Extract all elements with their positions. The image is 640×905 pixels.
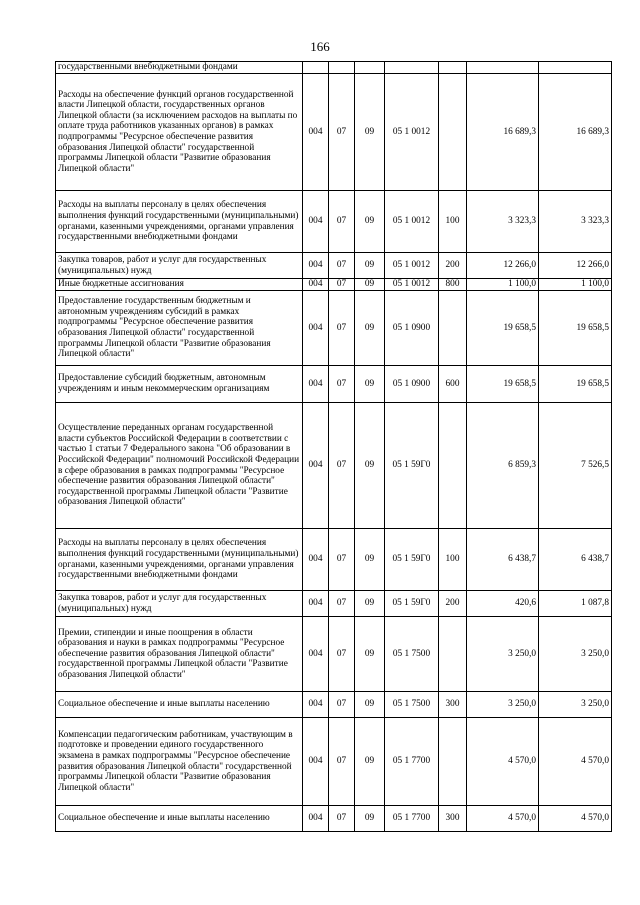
target-article-cell: 05 1 7500 bbox=[385, 617, 439, 692]
amount-year1-cell: 6 859,3 bbox=[467, 403, 539, 529]
table-row bbox=[56, 253, 612, 279]
target-article-cell: 05 1 0900 bbox=[385, 366, 439, 403]
amount-year1-cell: 19 658,5 bbox=[467, 366, 539, 403]
subsection-code-cell: 09 bbox=[355, 279, 385, 291]
target-article-cell: 05 1 59Г0 bbox=[385, 591, 439, 617]
table-row bbox=[56, 191, 612, 253]
amount-year1-cell: 12 266,0 bbox=[467, 253, 539, 279]
amount-year2-cell: 3 323,3 bbox=[539, 191, 612, 253]
target-article-cell: 05 1 0012 bbox=[385, 279, 439, 291]
section-code-cell: 07 bbox=[329, 591, 355, 617]
section-code-cell: 07 bbox=[329, 74, 355, 191]
amount-year1-cell: 1 100,0 bbox=[467, 279, 539, 291]
target-article-cell: 05 1 0900 bbox=[385, 291, 439, 366]
admin-code-cell: 004 bbox=[303, 74, 329, 191]
row-name-cell: Премии, стипендии и иные поощрения в области образования и науки в рамках подпрограммы "Ресурсное обеспечение развития образования Липецкой области" государственной программы Липецкой области "Развитие образования Липецкой области" bbox=[56, 617, 303, 692]
admin-code-cell: 004 bbox=[303, 366, 329, 403]
table-row bbox=[56, 366, 612, 403]
target-article-cell: 05 1 59Г0 bbox=[385, 529, 439, 591]
expense-type-cell: 800 bbox=[439, 279, 467, 291]
subsection-code-cell: 09 bbox=[355, 191, 385, 253]
admin-code-cell: 004 bbox=[303, 692, 329, 718]
amount-year1-cell: 3 250,0 bbox=[467, 617, 539, 692]
expense-type-cell bbox=[439, 74, 467, 191]
row-name-cell: Компенсации педагогическим работникам, участвующим в подготовке и проведении единого государственного экзамена в рамках подпрограммы "Ресурсное обеспечение развития образования Липецкой области" государственной программы Липецкой области "Развитие образования Липецкой области" bbox=[56, 718, 303, 806]
subsection-code-cell: 09 bbox=[355, 253, 385, 279]
subsection-code-cell: 09 bbox=[355, 718, 385, 806]
amount-year2-cell: 3 250,0 bbox=[539, 617, 612, 692]
amount-year1-cell: 3 323,3 bbox=[467, 191, 539, 253]
admin-code-cell: 004 bbox=[303, 291, 329, 366]
row-name-cell: Расходы на обеспечение функций органов государственной власти Липецкой области, государственных органов Липецкой области (за исключением расходов на выплаты по оплате труда работников указанных органов) в рамках подпрограммы "Ресурсное обеспечение развития образования Липецкой области" государственной программы Липецкой области "Развитие образования Липецкой области" bbox=[56, 74, 303, 191]
table-row bbox=[56, 291, 612, 366]
amount-year2-cell: 16 689,3 bbox=[539, 74, 612, 191]
admin-code-cell: 004 bbox=[303, 253, 329, 279]
subsection-code-cell: 09 bbox=[355, 74, 385, 191]
section-code-cell: 07 bbox=[329, 529, 355, 591]
section-code-cell: 07 bbox=[329, 617, 355, 692]
expense-type-cell bbox=[439, 291, 467, 366]
row-name-cell: Закупка товаров, работ и услуг для государственных (муниципальных) нужд bbox=[56, 253, 303, 279]
table-row bbox=[56, 62, 612, 74]
target-article-cell bbox=[385, 62, 439, 74]
expense-type-cell: 600 bbox=[439, 366, 467, 403]
amount-year2-cell: 4 570,0 bbox=[539, 718, 612, 806]
section-code-cell: 07 bbox=[329, 279, 355, 291]
target-article-cell: 05 1 0012 bbox=[385, 253, 439, 279]
target-article-cell: 05 1 7500 bbox=[385, 692, 439, 718]
admin-code-cell: 004 bbox=[303, 806, 329, 832]
section-code-cell: 07 bbox=[329, 366, 355, 403]
amount-year1-cell: 16 689,3 bbox=[467, 74, 539, 191]
subsection-code-cell: 09 bbox=[355, 366, 385, 403]
amount-year2-cell: 19 658,5 bbox=[539, 291, 612, 366]
section-code-cell: 07 bbox=[329, 403, 355, 529]
row-name-cell: Социальное обеспечение и иные выплаты населению bbox=[56, 692, 303, 718]
section-code-cell bbox=[329, 62, 355, 74]
table-row bbox=[56, 529, 612, 591]
subsection-code-cell: 09 bbox=[355, 529, 385, 591]
amount-year1-cell: 4 570,0 bbox=[467, 718, 539, 806]
subsection-code-cell: 09 bbox=[355, 806, 385, 832]
subsection-code-cell: 09 bbox=[355, 291, 385, 366]
admin-code-cell bbox=[303, 62, 329, 74]
expense-type-cell bbox=[439, 62, 467, 74]
row-name-cell: государственными внебюджетными фондами bbox=[56, 62, 303, 74]
admin-code-cell: 004 bbox=[303, 279, 329, 291]
budget-table bbox=[55, 61, 612, 832]
amount-year2-cell: 12 266,0 bbox=[539, 253, 612, 279]
expense-type-cell bbox=[439, 403, 467, 529]
table-row bbox=[56, 692, 612, 718]
section-code-cell: 07 bbox=[329, 692, 355, 718]
amount-year1-cell: 4 570,0 bbox=[467, 806, 539, 832]
target-article-cell: 05 1 7700 bbox=[385, 718, 439, 806]
subsection-code-cell: 09 bbox=[355, 591, 385, 617]
expense-type-cell: 200 bbox=[439, 591, 467, 617]
admin-code-cell: 004 bbox=[303, 718, 329, 806]
admin-code-cell: 004 bbox=[303, 191, 329, 253]
subsection-code-cell: 09 bbox=[355, 692, 385, 718]
section-code-cell: 07 bbox=[329, 806, 355, 832]
amount-year2-cell: 6 438,7 bbox=[539, 529, 612, 591]
table-row bbox=[56, 617, 612, 692]
row-name-cell: Расходы на выплаты персоналу в целях обеспечения выполнения функций государственными (муниципальными) органами, казенными учреждениями, органами управления государственными внебюджетными фондами bbox=[56, 529, 303, 591]
row-name-cell: Социальное обеспечение и иные выплаты населению bbox=[56, 806, 303, 832]
admin-code-cell: 004 bbox=[303, 591, 329, 617]
target-article-cell: 05 1 59Г0 bbox=[385, 403, 439, 529]
target-article-cell: 05 1 0012 bbox=[385, 191, 439, 253]
subsection-code-cell bbox=[355, 62, 385, 74]
amount-year1-cell: 420,6 bbox=[467, 591, 539, 617]
amount-year2-cell: 1 087,8 bbox=[539, 591, 612, 617]
expense-type-cell: 300 bbox=[439, 692, 467, 718]
target-article-cell: 05 1 7700 bbox=[385, 806, 439, 832]
admin-code-cell: 004 bbox=[303, 529, 329, 591]
amount-year2-cell: 7 526,5 bbox=[539, 403, 612, 529]
subsection-code-cell: 09 bbox=[355, 617, 385, 692]
amount-year2-cell: 19 658,5 bbox=[539, 366, 612, 403]
admin-code-cell: 004 bbox=[303, 403, 329, 529]
table-row bbox=[56, 403, 612, 529]
section-code-cell: 07 bbox=[329, 191, 355, 253]
amount-year1-cell: 6 438,7 bbox=[467, 529, 539, 591]
row-name-cell: Расходы на выплаты персоналу в целях обеспечения выполнения функций государственными (муниципальными) органами, казенными учреждениями, органами управления государственными внебюджетными фондами bbox=[56, 191, 303, 253]
amount-year1-cell: 19 658,5 bbox=[467, 291, 539, 366]
expense-type-cell bbox=[439, 718, 467, 806]
row-name-cell: Иные бюджетные ассигнования bbox=[56, 279, 303, 291]
target-article-cell: 05 1 0012 bbox=[385, 74, 439, 191]
amount-year2-cell: 1 100,0 bbox=[539, 279, 612, 291]
row-name-cell: Осуществление переданных органам государственной власти субъектов Российской Федерации в соответствии с частью 1 статьи 7 Федерального закона "Об образовании в Российской Федерации" полномочий Российской Федерации в сфере образования в рамках подпрограммы "Ресурсное обеспечение развития образования Липецкой области" государственной программы Липецкой области "Развитие образования Липецкой области" bbox=[56, 403, 303, 529]
admin-code-cell: 004 bbox=[303, 617, 329, 692]
table-row bbox=[56, 806, 612, 832]
amount-year2-cell: 3 250,0 bbox=[539, 692, 612, 718]
row-name-cell: Закупка товаров, работ и услуг для государственных (муниципальных) нужд bbox=[56, 591, 303, 617]
amount-year1-cell bbox=[467, 62, 539, 74]
section-code-cell: 07 bbox=[329, 718, 355, 806]
expense-type-cell: 100 bbox=[439, 191, 467, 253]
subsection-code-cell: 09 bbox=[355, 403, 385, 529]
table-row bbox=[56, 591, 612, 617]
expense-type-cell bbox=[439, 617, 467, 692]
table-row bbox=[56, 279, 612, 291]
row-name-cell: Предоставление государственным бюджетным и автономным учреждениям субсидий в рамках подпрограммы "Ресурсное обеспечение развития образования Липецкой области" государственной программы Липецкой области "Развитие образования Липецкой области" bbox=[56, 291, 303, 366]
expense-type-cell: 300 bbox=[439, 806, 467, 832]
expense-type-cell: 100 bbox=[439, 529, 467, 591]
budget-table-body bbox=[56, 62, 612, 832]
page-number: 166 bbox=[310, 39, 330, 54]
table-row bbox=[56, 718, 612, 806]
amount-year2-cell: 4 570,0 bbox=[539, 806, 612, 832]
table-row bbox=[56, 74, 612, 191]
amount-year2-cell bbox=[539, 62, 612, 74]
row-name-cell: Предоставление субсидий бюджетным, автономным учреждениям и иным некоммерческим организациям bbox=[56, 366, 303, 403]
amount-year1-cell: 3 250,0 bbox=[467, 692, 539, 718]
section-code-cell: 07 bbox=[329, 253, 355, 279]
section-code-cell: 07 bbox=[329, 291, 355, 366]
expense-type-cell: 200 bbox=[439, 253, 467, 279]
